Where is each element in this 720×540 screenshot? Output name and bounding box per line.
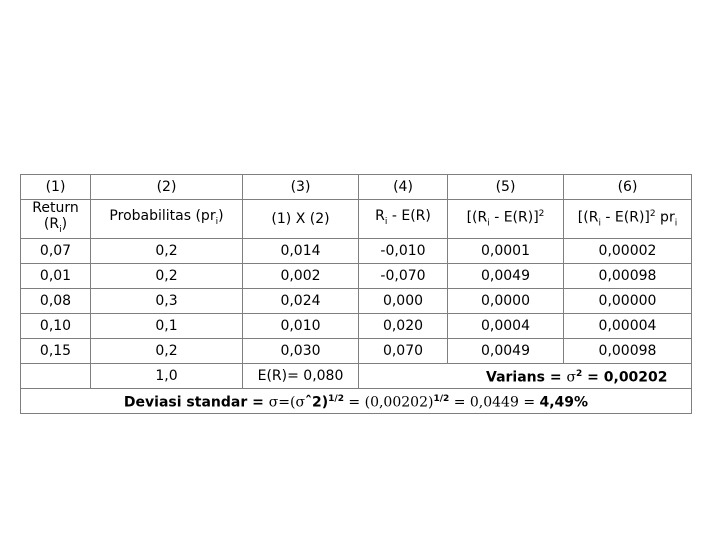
cell-squared: 0,0001 [448,238,564,263]
cell-return: 0,15 [21,338,91,363]
table-row [21,263,692,288]
cell-return: 0,01 [21,263,91,288]
cell-product: 0,030 [243,338,359,363]
cell-product: 0,024 [243,288,359,313]
varians-result: Varians = $\sigma^2 = 0,00202$ [359,363,692,388]
cell-deviation: -0,070 [359,263,448,288]
cell-weighted: 0,00002 [564,238,692,263]
column-number-row [21,175,692,200]
header-product: (1) X (2) [243,200,359,239]
header-weighted-squared-deviation: [$(R_i - E(R)]^2$ $pr_i$ [564,200,692,239]
cell-deviation: 0,070 [359,338,448,363]
cell-weighted: 0,00004 [564,313,692,338]
cell-squared: 0,0000 [448,288,564,313]
col-number-3: (3) [243,175,359,200]
cell-return: 0,10 [21,313,91,338]
table-row [21,288,692,313]
header-probabilitas: Probabilitas $(pr_i)$ [91,200,243,239]
cell-squared: 0,0004 [448,313,564,338]
totals-empty-cell [21,363,91,388]
cell-squared: 0,0049 [448,338,564,363]
cell-weighted: 0,00098 [564,263,692,288]
cell-probability: 0,2 [91,338,243,363]
return-calculation-table [20,174,692,414]
table-row [21,238,692,263]
totals-row [21,363,692,388]
cell-product: 0,002 [243,263,359,288]
cell-deviation: 0,020 [359,313,448,338]
table-row [21,338,692,363]
cell-deviation: 0,000 [359,288,448,313]
cell-product: 0,010 [243,313,359,338]
cell-probability: 0,2 [91,263,243,288]
col-number-5: (5) [448,175,564,200]
cell-return: 0,07 [21,238,91,263]
cell-return: 0,08 [21,288,91,313]
col-number-6: (6) [564,175,692,200]
table-row [21,313,692,338]
cell-squared: 0,0049 [448,263,564,288]
col-number-1: (1) [21,175,91,200]
expected-return: E(R)= 0,080 [243,363,359,388]
cell-probability: 0,1 [91,313,243,338]
col-number-2: (2) [91,175,243,200]
header-deviation: $R_i - E(R)$ [359,200,448,239]
probability-sum: 1,0 [91,363,243,388]
col-number-4: (4) [359,175,448,200]
cell-probability: 0,3 [91,288,243,313]
cell-product: 0,014 [243,238,359,263]
cell-probability: 0,2 [91,238,243,263]
column-header-row [21,200,692,239]
header-squared-deviation: [$(R_i - E(R)]^2$ [448,200,564,239]
deviasi-standar: Deviasi standar = σ=(σˆ2)$^{1/2}$ = $(0,00202)^{1/2} = 0,0449 = 4,49\%$ [21,388,692,413]
cell-weighted: 0,00000 [564,288,692,313]
deviasi-row [21,388,692,413]
cell-deviation: -0,010 [359,238,448,263]
header-return: Return $(R_i)$ [21,200,91,239]
cell-weighted: 0,00098 [564,338,692,363]
